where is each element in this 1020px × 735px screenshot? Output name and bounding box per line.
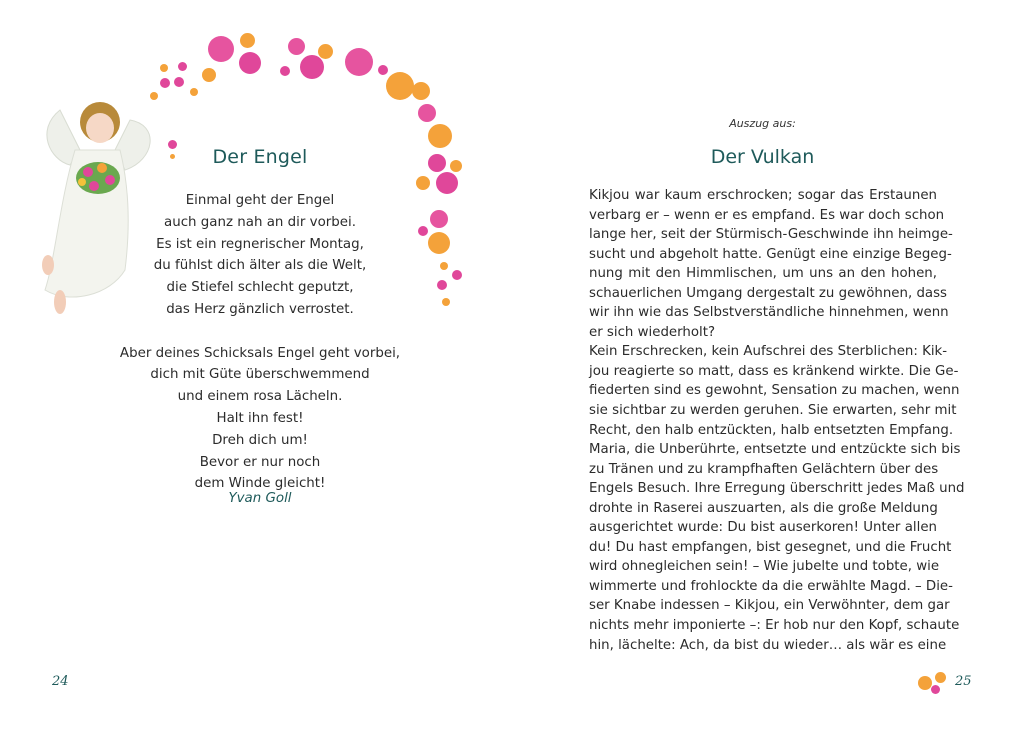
poem-line: Aber deines Schicksals Engel geht vorbei, (119, 345, 401, 361)
text-line: schauerlichen Umgang dergestalt zu gewöhnen, dass (589, 285, 948, 301)
poem-author: Yvan Goll (228, 491, 292, 506)
excerpt-title: Der Vulkan (710, 146, 815, 168)
text-line: verbarg er – wenn er es empfand. Es war doch schon (589, 207, 945, 223)
poem-title: Der Engel (212, 146, 308, 168)
poem-line: Es ist ein regnerischer Montag, (156, 236, 364, 252)
text-line: ausgerichtet wurde: Du bist auserkoren! Unter allen (589, 520, 937, 536)
text-line: jou reagierte so matt, dass es kränkend wirkte. Die Ge- (589, 363, 959, 379)
poem-line: und einem rosa Lächeln. (177, 389, 343, 405)
poem-line: dem Winde gleicht! (194, 476, 326, 492)
text-line: Kikjou war kaum erschrocken; sogar das Erstaunen (589, 188, 937, 203)
text-line: nichts mehr imponierte –: Er hob nur den Kopf, schaute (589, 618, 960, 634)
text-line: Maria, die Unberührte, entsetzte und entzückte sich bis (589, 442, 961, 458)
poem-line: die Stiefel schlecht geputzt, (166, 280, 354, 296)
poem-line: auch ganz nah an dir vorbei. (164, 214, 356, 230)
text-line: Recht, den halb entzückten, halb entsetzten Empfang. (589, 422, 954, 438)
text-line: drohte in Raserei auszuarten, als die große Meldung (589, 500, 938, 516)
poem-line: Bevor er nur noch (199, 454, 321, 470)
poem-line: dich mit Güte überschwemmend (150, 367, 370, 383)
text-line: Kein Erschrecken, kein Aufschrei des Sterblichen: Kik- (589, 344, 948, 360)
excerpt-body (589, 186, 965, 655)
poem-line: Einmal geht der Engel (185, 193, 335, 208)
text-line: lange her, seit der Stürmisch-Geschwinde ihn heimge- (589, 227, 953, 243)
poem-stanza (110, 343, 410, 496)
text-line: sucht und abgeholt hatte. Genügt eine einzige Begeg- (589, 246, 952, 262)
text-line: hin, lächelte: Ach, da bist du wieder… als wär es eine (589, 637, 947, 653)
text-line: er sich wiederholt? (589, 324, 716, 340)
excerpt-label: Auszug aus: (729, 117, 796, 130)
poem-stanza (110, 190, 410, 321)
text-line: wimmerte und frohlockte da die erwählte Magd. – Die- (589, 578, 953, 594)
poem-body (110, 190, 410, 517)
poem-line: du fühlst dich älter als die Welt, (153, 258, 367, 274)
text-line: du! Du hast empfangen, bist gesegnet, und die Frucht (589, 539, 952, 555)
text-line: wird ohnegleichen sein! – Wie jubelte und tobte, wie (589, 559, 940, 575)
text-line: sie sichtbar zu werden geruhen. Sie erwarten, sehr mit (589, 403, 957, 419)
poem-line: Dreh dich um! (212, 432, 308, 448)
poem-line: Halt ihn fest! (216, 410, 304, 426)
text-line: wir ihn wie das Selbstverständliche hinnehmen, wenn (589, 305, 949, 321)
page-number-left: 24 (52, 674, 69, 689)
text-line: Engels Besuch. Ihre Erregung überschritt jedes Maß und (589, 481, 965, 497)
text-line: ser Knabe indessen – Kikjou, ein Verwöhnter, dem gar (589, 598, 950, 614)
text-line: fiederten sind es gewohnt, Sensation zu machen, wenn (589, 383, 960, 399)
text-line: nung mit den Himmlischen, um uns an den hohen, (589, 266, 937, 282)
text-line: zu Tränen und zu krampfhaften Gelächtern über des (589, 461, 939, 477)
page-number-right: 25 (955, 674, 972, 689)
poem-line: das Herz gänzlich verrostet. (166, 301, 354, 317)
